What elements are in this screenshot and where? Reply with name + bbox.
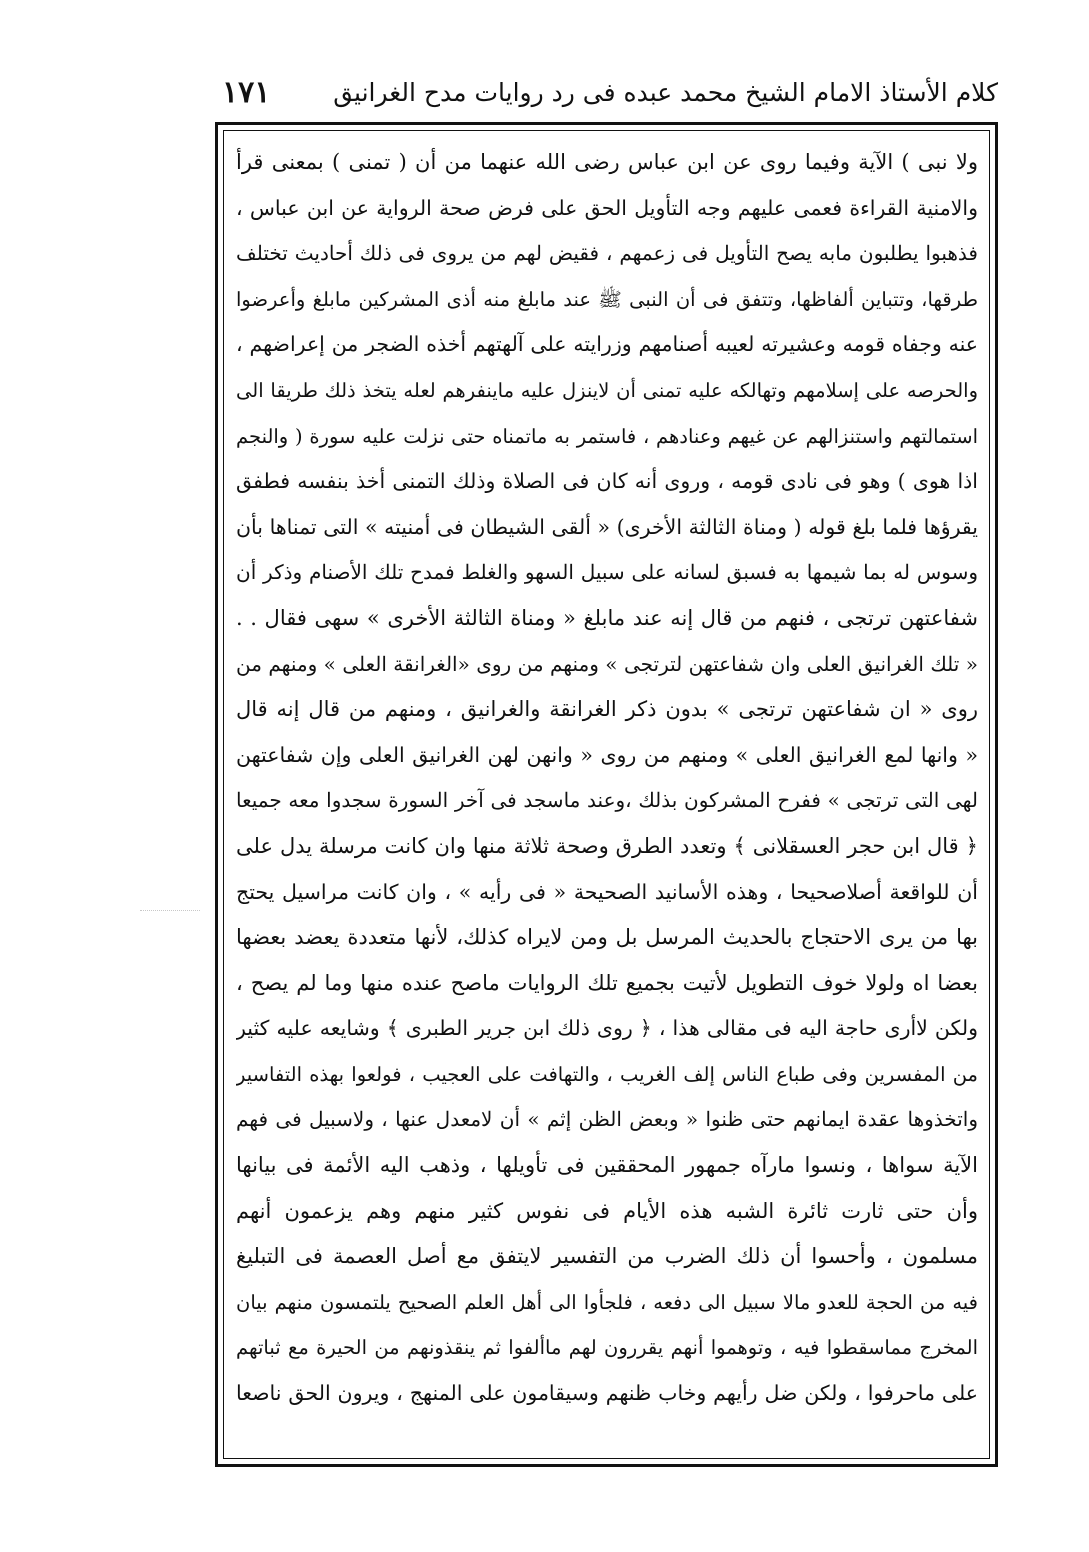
- running-title: كلام الأستاذ الامام الشيخ محمد عبده فى رد روايات مدح الغرانيق: [333, 77, 998, 107]
- text-line: بها من يرى الاحتجاج بالحديث المرسل بل ومن لايراه كذلك، لأنها متعددة يعضد بعضها: [236, 925, 978, 950]
- text-line: فيه من الحجة للعدو مالا سبيل الى دفعه ، فلجأوا الى أهل العلم الصحيح يلتمسون منهم بيان: [236, 1290, 978, 1314]
- text-line: من المفسرين وفى طباع الناس إلف الغريب ، والتهافت على العجيب ، فولعوا بهذه التفاسير: [236, 1062, 978, 1086]
- text-line: ولكن لاأرى حاجة اليه فى مقالى هذا ، ﴿ روى ذلك ابن جرير الطبرى ﴾ وشايعه عليه كثير: [236, 1016, 978, 1041]
- body-text: [236, 140, 978, 1417]
- text-line: والامنية القراءة فعمى عليهم وجه التأويل الحق على فرض صحة الرواية عن ابن عباس ،: [236, 195, 978, 220]
- text-line: والحرصه على إسلامهم وتهالكه عليه تمنى أن لاينزل عليه ماينفرهم لعله يتخذ ذلك طريقا الى: [236, 378, 978, 402]
- margin-dotted-mark: [140, 910, 200, 912]
- text-line: « وانها لمع الغرانيق العلى » ومنهم من روى « وانهن لهن الغرانيق العلى وإن شفاعتهن: [236, 742, 978, 767]
- text-line: وسوس له بما شيمها به فسبق لسانه على سبيل السهو والغلط فمدح تلك الأصنام وذكر أن: [236, 560, 978, 585]
- text-line: واتخذوها عقدة ايمانهم حتى ظنوا « وبعض الظن إثم » أن لامعدل عنها ، ولاسبيل فى فهم: [236, 1107, 978, 1132]
- text-line: « تلك الغرانيق العلى وان شفاعتهن لترتجى » ومنهم من روى «الغرانقة العلى » ومنهم من: [236, 651, 978, 676]
- text-line: مسلمون ، وأحسوا أن ذلك الضرب من التفسير لايتفق مع أصل العصمة فى التبليغ: [236, 1244, 978, 1269]
- text-line: الآية سواها ، ونسوا مارآه جمهور المحققين فى تأويلها ، وذهب اليه الأئمة فى بيانها: [236, 1153, 978, 1178]
- text-line: وأن حتى ثارت ثائرة الشبه هذه الأيام فى نفوس كثير منهم وهم يزعمون أنهم: [236, 1198, 978, 1223]
- text-line: بعضا اه ولولا خوف التطويل لأتيت بجميع تلك الروايات ماصح عنده منها وما لم يصح ،: [236, 970, 978, 995]
- text-line: روى « ان شفاعتهن ترتجى » بدون ذكر الغرانقة والغرانيق ، ومنهم من قال إنه قال: [236, 697, 978, 722]
- text-line: اذا هوى ) وهو فى نادى قومه ، وروى أنه كان فى الصلاة وذلك التمنى أخذ بنفسه فطفق: [236, 469, 978, 494]
- text-line: ولا نبى ) الآية وفيما روى عن ابن عباس رضى الله عنهما من أن ( تمنى ) بمعنى قرأ: [236, 150, 978, 174]
- text-line: لهى التى ترتجى » ففرح المشركون بذلك ،وعند ماسجد فى آخر السورة سجدوا معه جميعا: [236, 788, 978, 813]
- page-number: ١٧١: [222, 74, 271, 110]
- text-line: فذهبوا يطلبون مابه يصح التأويل فى زعمهم ، فقيض لهم من يروى فى ذلك أحاديث تختلف: [236, 241, 978, 266]
- text-line: ﴿ قال ابن حجر العسقلانى ﴾ وتعدد الطرق وصحة ثلاثة منها وان كانت مرسلة يدل على: [236, 833, 978, 858]
- page-header: [222, 66, 998, 118]
- text-line: طرقها، وتتباين ألفاظها، وتتفق فى أن النبى ﷺ عند مابلغ منه أذى المشركين مابلغ وأعرضوا: [236, 287, 978, 311]
- text-line: شفاعتهن ترتجى ، فنهم من قال إنه عند مابلغ « ومناة الثالثة الأخرى » سهى فقال . .: [236, 605, 978, 630]
- text-line: عنه وجفاه قومه وعشيرته لعيبه أصنامهم وزرايته على آلهتهم أخذه الضجر من إعراضهم ،: [236, 332, 978, 357]
- text-line: استمالتهم واستنزالهم عن غيهم وعنادهم ، فاستمر به ماتمناه حتى نزلت عليه سورة ( والنجم: [236, 424, 978, 448]
- text-line: المخرج مماسقطوا فيه ، وتوهموا أنهم يقررون لهم ماألفوا ثم ينقذونهم من الحيرة مع ثباتهم: [236, 1336, 978, 1360]
- text-line: أن للواقعة أصلاصحيحا ، وهذه الأسانيد الصحيحة « فى رأيه » ، وان كانت مراسيل يحتج: [236, 879, 978, 904]
- text-line: على ماحرفوا ، ولكن ضل رأيهم وخاب ظنهم وسيقامون على المنهج ، ويرون الحق ناصعا: [236, 1381, 978, 1406]
- text-line: يقرؤها فلما بلغ قوله ( ومناة الثالثة الأخرى) « ألقى الشيطان فى أمنيته » التى تمناها بأن: [236, 514, 978, 539]
